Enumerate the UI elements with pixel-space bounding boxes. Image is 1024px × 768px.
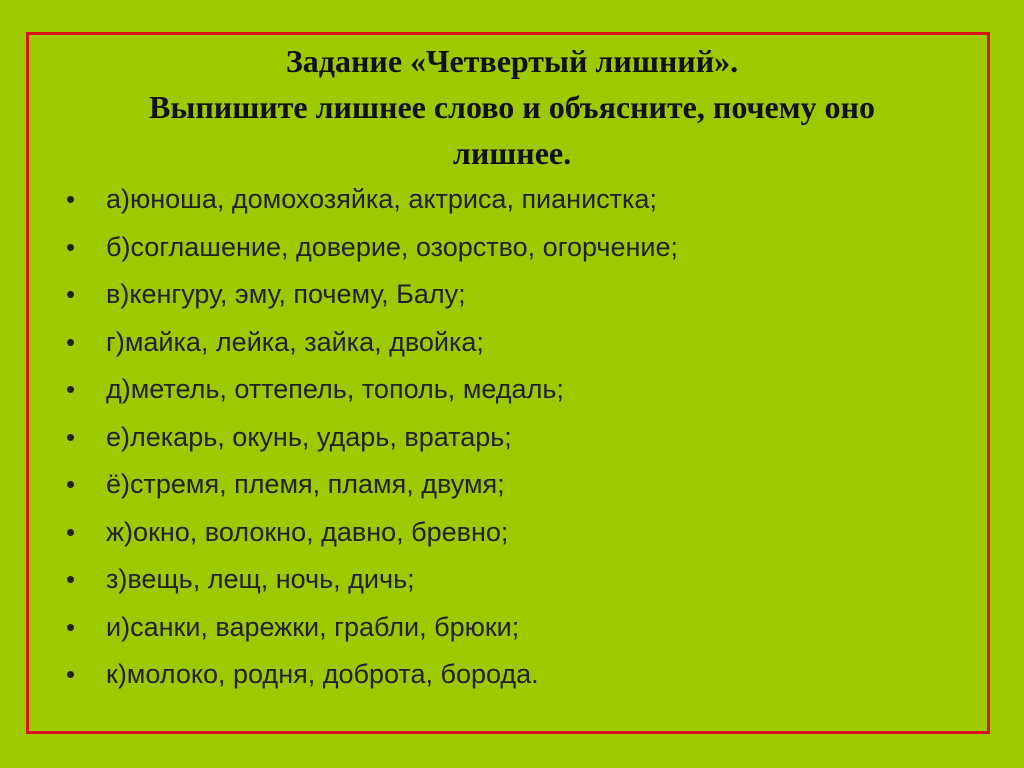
bullet-icon: • bbox=[66, 374, 76, 404]
bullet-icon: • bbox=[66, 564, 76, 594]
list-item bbox=[66, 176, 678, 224]
title-line-1: Задание «Четвертый лишний». bbox=[285, 43, 739, 79]
bullet-icon: • bbox=[66, 469, 76, 499]
list-item bbox=[66, 509, 678, 557]
list-item bbox=[66, 604, 678, 652]
list-item bbox=[66, 319, 678, 367]
list-item bbox=[66, 651, 678, 699]
bullet-icon: • bbox=[66, 421, 76, 452]
bullet-icon: • bbox=[66, 326, 76, 357]
list-item-text: б)соглашение, доверие, озорство, огорчение; bbox=[106, 231, 678, 262]
list-item bbox=[66, 224, 678, 272]
bullet-icon: • bbox=[66, 611, 76, 642]
list-item-text: е)лекарь, окунь, ударь, вратарь; bbox=[106, 421, 512, 452]
title-line-2: Выпишите лишнее слово и объясните, почему оно bbox=[149, 89, 875, 125]
list-item-text: г)майка, лейка, зайка, двойка; bbox=[106, 326, 484, 357]
list-item bbox=[66, 461, 678, 509]
list-item bbox=[66, 414, 678, 462]
list-item-text: к)молоко, родня, доброта, борода. bbox=[106, 659, 539, 689]
bullet-icon: • bbox=[66, 516, 76, 547]
list-item bbox=[66, 271, 678, 319]
list-item bbox=[66, 366, 678, 414]
bullet-icon: • bbox=[66, 184, 76, 214]
list-item-text: д)метель, оттепель, тополь, медаль; bbox=[106, 374, 564, 404]
list-item-text: ё)стремя, племя, пламя, двумя; bbox=[106, 469, 505, 499]
list-item-text: в)кенгуру, эму, почему, Балу; bbox=[106, 279, 466, 309]
bullet-icon: • bbox=[66, 231, 76, 262]
list-item-text: а)юноша, домохозяйка, актриса, пианистка; bbox=[106, 184, 657, 214]
list-item bbox=[66, 556, 678, 604]
slide-title bbox=[40, 38, 984, 176]
bullet-icon: • bbox=[66, 279, 76, 309]
list-item-text: и)санки, варежки, грабли, брюки; bbox=[106, 611, 520, 642]
list-item-text: ж)окно, волокно, давно, бревно; bbox=[106, 516, 509, 547]
list-item-text: з)вещь, лещ, ночь, дичь; bbox=[106, 564, 415, 594]
title-line-3: лишнее. bbox=[452, 135, 572, 171]
bullet-icon: • bbox=[66, 659, 76, 689]
word-list bbox=[66, 176, 678, 699]
